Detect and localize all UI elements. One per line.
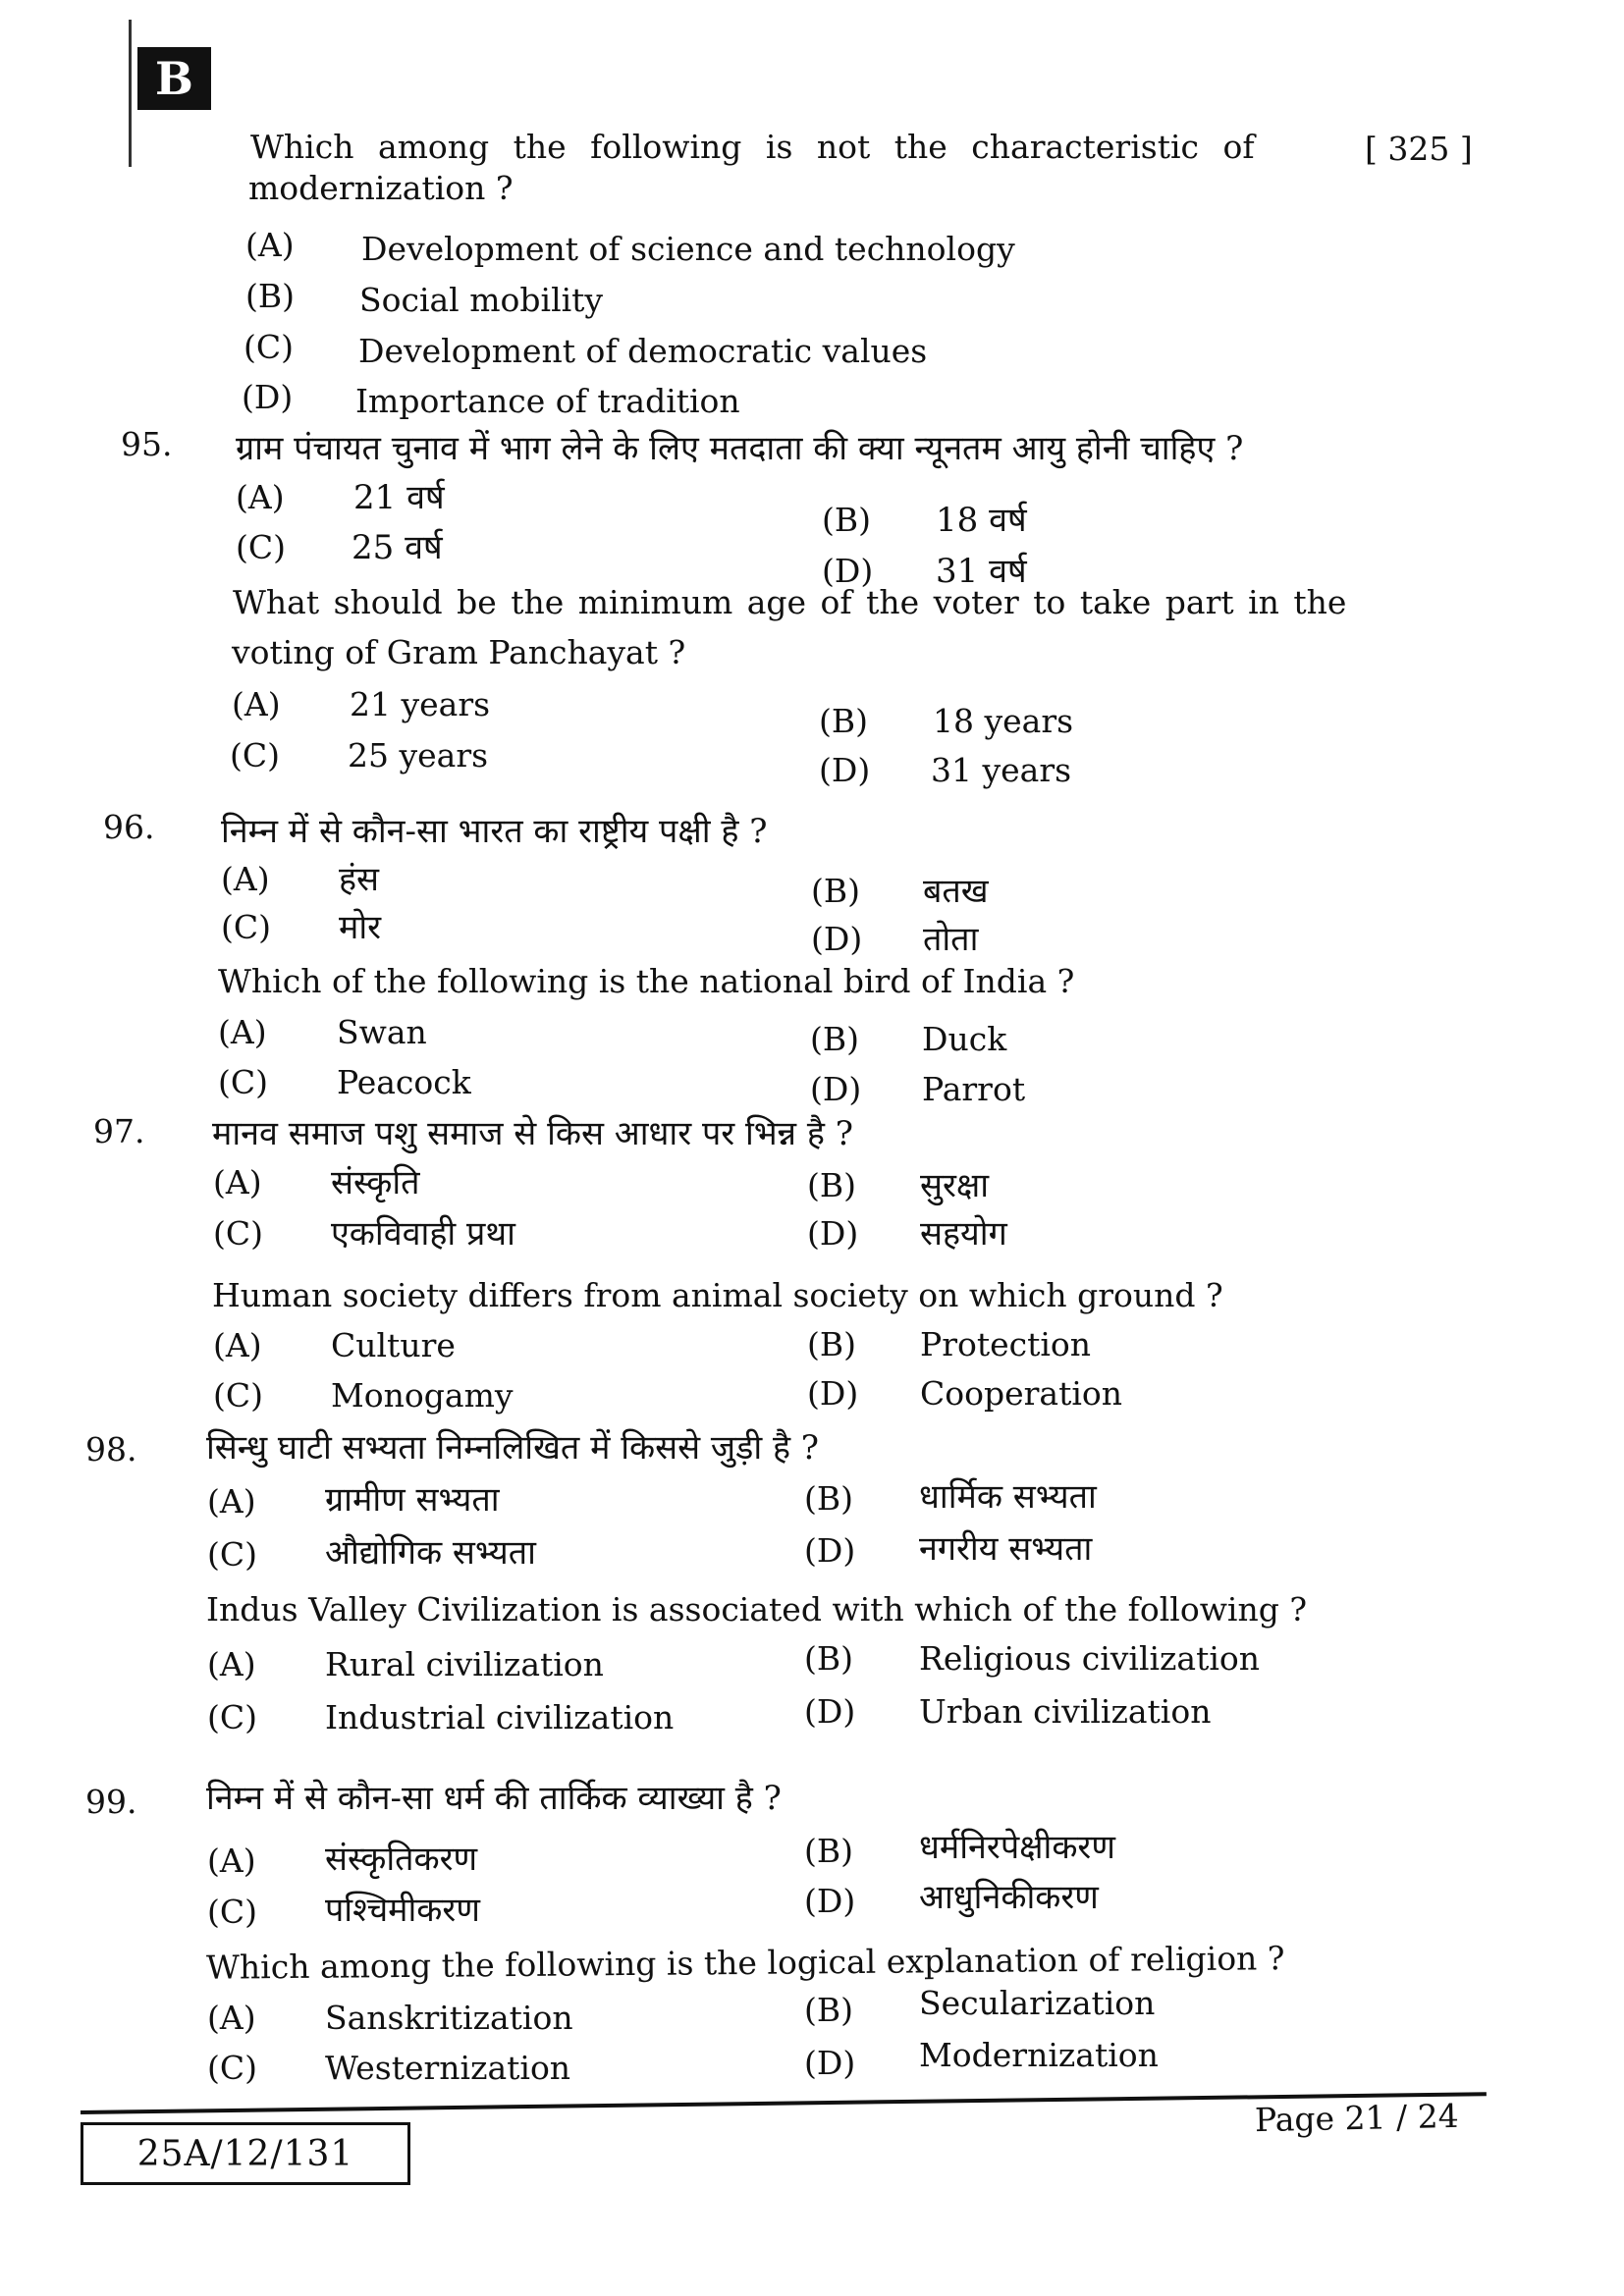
option-label: (A)	[213, 1163, 262, 1201]
option-text: Monogamy	[331, 1376, 514, 1415]
option-text-hindi: तोता	[923, 920, 979, 959]
option-label: (A)	[207, 1645, 256, 1683]
option-text: Cooperation	[920, 1374, 1123, 1413]
option-text: Parrot	[922, 1070, 1026, 1108]
question-number: 98.	[85, 1430, 137, 1468]
option-text-hindi: बतख	[923, 872, 989, 911]
option-text-hindi: सुरक्षा	[920, 1166, 990, 1205]
option-label: (A)	[207, 1482, 256, 1521]
option-text-hindi: धार्मिक सभ्यता	[919, 1477, 1097, 1517]
question-number: 97.	[93, 1112, 145, 1150]
option-text: Swan	[337, 1013, 427, 1051]
option-label: (B)	[807, 1325, 856, 1363]
option-text-hindi: संस्कृतिकरण	[325, 1840, 478, 1879]
option-label: (D)	[810, 1070, 862, 1108]
option-text: 21 years	[350, 685, 491, 723]
question-text: Which among the following is the logical explanation of religion ?	[205, 1939, 1285, 1987]
option-text-hindi: धर्मनिरपेक्षीकरण	[919, 1828, 1115, 1867]
paper-code: 25A/12/131	[81, 2122, 410, 2185]
option-text: Culture	[331, 1326, 456, 1364]
option-label: (C)	[207, 1893, 257, 1931]
option-text-hindi: एकविवाही प्रथा	[331, 1214, 515, 1254]
option-label: (D)	[822, 552, 874, 590]
option-label: (D)	[807, 1374, 859, 1413]
question-text: modernization ?	[248, 169, 514, 207]
option-text-hindi: सहयोग	[920, 1214, 1007, 1254]
question-text-hindi: निम्न में से कौन-सा भारत का राष्ट्रीय पक्षी है ?	[221, 812, 768, 851]
option-text: Secularization	[919, 1984, 1156, 2022]
option-label: (D)	[807, 1214, 859, 1253]
option-text: Protection	[920, 1325, 1092, 1363]
option-text-hindi: मोर	[339, 908, 382, 947]
option-text-hindi: 21 वर्ष	[353, 478, 445, 517]
option-text-hindi: ग्रामीण सभ्यता	[325, 1480, 500, 1520]
option-label: (B)	[810, 1020, 859, 1058]
option-label: (B)	[804, 1479, 853, 1518]
option-text: 31 years	[931, 751, 1072, 789]
option-text: Urban civilization	[919, 1692, 1212, 1731]
question-number: 96.	[103, 808, 155, 846]
option-text: 18 years	[933, 702, 1074, 740]
option-text: Religious civilization	[919, 1639, 1261, 1678]
option-label: (A)	[213, 1326, 262, 1364]
option-label: (B)	[819, 702, 868, 740]
option-text: Peacock	[337, 1063, 471, 1101]
option-text-hindi: संस्कृति	[331, 1163, 420, 1202]
option-label: (C)	[230, 736, 280, 774]
option-text: 25 years	[348, 736, 489, 774]
option-text-hindi: आधुनिकीकरण	[919, 1878, 1099, 1917]
option-label: (D)	[811, 920, 863, 958]
question-text: Which among the following is not the characteristic of	[250, 128, 1255, 166]
option-label: (A)	[232, 685, 281, 723]
option-label: (A)	[245, 226, 295, 264]
option-label: (D)	[804, 2044, 856, 2082]
question-text: Indus Valley Civilization is associated with which of the following ?	[206, 1590, 1308, 1629]
option-text-hindi: औद्योगिक सभ्यता	[325, 1533, 536, 1573]
option-label: (B)	[245, 277, 295, 315]
option-label: (D)	[819, 751, 871, 789]
option-label: (C)	[221, 908, 271, 946]
option-text: Importance of tradition	[355, 382, 740, 420]
option-text: Rural civilization	[325, 1645, 604, 1683]
option-text: Industrial civilization	[325, 1698, 675, 1736]
option-label: (C)	[236, 528, 286, 566]
option-text-hindi: 25 वर्ष	[352, 528, 443, 567]
option-label: (D)	[804, 1882, 856, 1920]
option-label: (B)	[822, 501, 871, 539]
option-label: (B)	[811, 872, 860, 910]
option-label: (D)	[804, 1531, 856, 1570]
option-text: Duck	[922, 1020, 1007, 1058]
question-text: voting of Gram Panchayat ?	[232, 633, 686, 671]
question-number: 99.	[85, 1783, 137, 1821]
booklet-series-badge: B	[137, 47, 211, 110]
option-label: (D)	[242, 378, 294, 416]
option-text: Modernization	[919, 2036, 1159, 2074]
question-text-hindi: निम्न में से कौन-सा धर्म की तार्किक व्याख्या है ?	[206, 1779, 782, 1818]
option-label: (C)	[213, 1376, 263, 1415]
option-text-hindi: 31 वर्ष	[936, 552, 1027, 591]
option-label: (C)	[218, 1063, 268, 1101]
option-label: (B)	[807, 1166, 856, 1204]
page-number: Page 21 / 24	[1254, 2096, 1460, 2140]
option-label: (D)	[804, 1692, 856, 1731]
question-text-hindi: मानव समाज पशु समाज से किस आधार पर भिन्न है ?	[212, 1114, 853, 1153]
option-text: Social mobility	[359, 281, 604, 319]
question-text-hindi: सिन्धु घाटी सभ्यता निम्नलिखित में किससे जुड़ी है ?	[206, 1428, 820, 1468]
option-text-hindi: नगरीय सभ्यता	[919, 1529, 1093, 1569]
option-label: (A)	[221, 860, 270, 898]
option-label: (B)	[804, 1991, 853, 2029]
option-text-hindi: 18 वर्ष	[936, 501, 1027, 540]
question-number: 95.	[121, 425, 173, 463]
option-text: Development of science and technology	[361, 230, 1015, 268]
option-label: (A)	[236, 478, 285, 516]
option-label: (C)	[244, 328, 294, 366]
option-text: Westernization	[325, 2049, 571, 2087]
option-text-hindi: हंस	[339, 860, 380, 899]
question-text: Which of the following is the national bird of India ?	[218, 962, 1075, 1000]
option-label: (C)	[207, 2049, 257, 2087]
option-text: Sanskritization	[325, 1999, 573, 2037]
option-label: (B)	[804, 1639, 853, 1678]
option-label: (C)	[213, 1214, 263, 1253]
option-label: (C)	[207, 1535, 257, 1574]
option-label: (A)	[207, 1842, 256, 1880]
option-label: (A)	[218, 1013, 267, 1051]
question-marks: [ 325 ]	[1365, 130, 1473, 168]
option-label: (A)	[207, 1999, 256, 2037]
question-text: What should be the minimum age of the voter to take part in the	[233, 583, 1347, 621]
option-label: (C)	[207, 1698, 257, 1736]
option-text: Development of democratic values	[358, 332, 928, 370]
margin-line	[129, 20, 132, 167]
question-text: Human society differs from animal society on which ground ?	[212, 1276, 1223, 1314]
option-label: (B)	[804, 1832, 853, 1870]
option-text-hindi: पश्चिमीकरण	[325, 1891, 480, 1930]
question-text-hindi: ग्राम पंचायत चुनाव में भाग लेने के लिए मतदाता की क्या न्यूनतम आयु होनी चाहिए ?	[236, 429, 1244, 468]
